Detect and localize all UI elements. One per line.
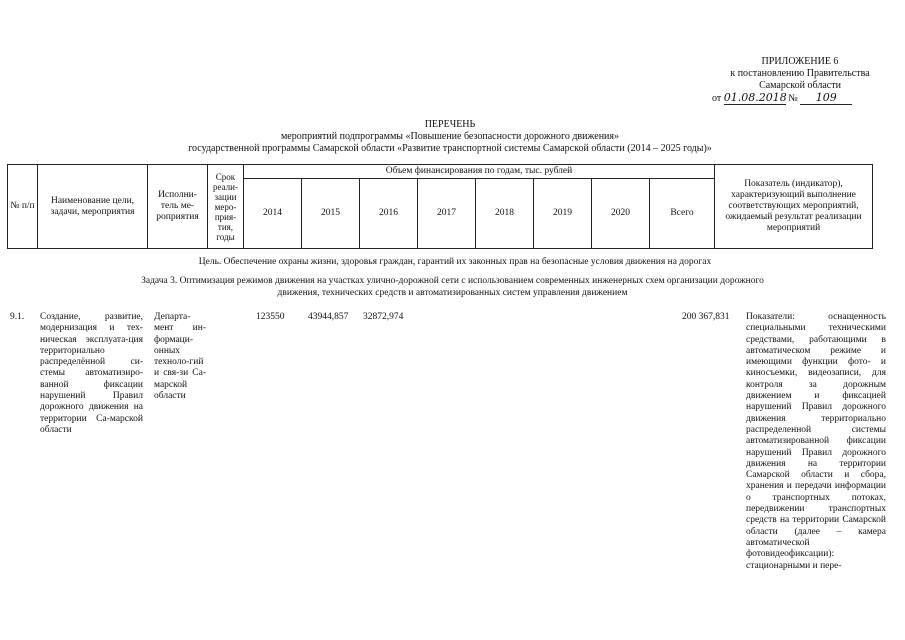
date-prefix: от <box>712 93 722 104</box>
financing-table-header <box>7 164 873 249</box>
header-year-2017: 2017 <box>418 179 476 249</box>
row-value-2014: 123550 <box>256 312 285 322</box>
number-value: 109 <box>800 92 852 105</box>
appendix-line-1: к постановлению Правительства <box>730 68 870 79</box>
document-subtitle-2: государственной программы Самарской области «Развитие транспортной системы Самарской области (2014 – 2025 годы)» <box>188 143 712 154</box>
header-year-2016: 2016 <box>360 179 418 249</box>
appendix-line-2: Самарской области <box>759 80 841 91</box>
header-term: Срок реали-зации меро-прия-тия, годы <box>208 165 244 249</box>
row-value-2016: 32872,974 <box>363 312 404 322</box>
row-number: 9.1. <box>10 312 25 322</box>
header-year-2019: 2019 <box>534 179 592 249</box>
row-executor: Департа-мент ин-формаци-онных техноло-гий и свя-зи Са-марской области <box>154 312 206 402</box>
header-name: Наименование цели, задачи, мероприятия <box>38 165 148 249</box>
task-text-line-1: Задача 3. Оптимизация режимов движения на участках улично-дорожной сети с использованием современных инженерных схем организации дорожного <box>141 276 764 286</box>
document-title: ПЕРЕЧЕНЬ <box>424 119 476 130</box>
header-year-2018: 2018 <box>476 179 534 249</box>
task-text-line-2: движения, технических средств и автоматизированных систем управления движением <box>277 288 628 298</box>
row-value-2015: 43944,857 <box>308 312 349 322</box>
header-year-2015: 2015 <box>302 179 360 249</box>
row-measure-name: Создание, развитие, модернизация и тех-ническая эксплуата-ция территориально распределённой си-стемы автоматизиро-ванной фиксации нарушений Правил дорожного движения на территории Са-марской области <box>40 312 143 435</box>
header-indicator: Показатель (индикатор), характеризующий выполнение соответствующих мероприятий, ожидаемый результат реализации мероприятий <box>715 165 873 249</box>
header-year-2020: 2020 <box>592 179 650 249</box>
header-num: № п/п <box>8 165 38 249</box>
header-financing: Объем финансирования по годам, тыс. рублей <box>244 165 715 179</box>
goal-text: Цель. Обеспечение охраны жизни, здоровья граждан, гарантий их законных прав на безопасные условия движения на дорогах <box>198 257 712 267</box>
header-year-2014: 2014 <box>244 179 302 249</box>
header-executor: Исполни-тель ме-роприятия <box>148 165 208 249</box>
row-total: 200 367,831 <box>682 312 730 322</box>
row-indicator: Показатели: оснащенность специальными техническими средствами, работающими в автоматическом режиме и имеющими функции фото- и киносъемки, видеозаписи, для контроля за дорожным движением и фиксацией нарушений Правил дорожного движения территориально распределенной системы автоматизированной фиксации нарушений Правил дорожного движения на территории Самарской области и сбора, хранения и передачи информации о транспортных потоках, передвижении транспортных средств на территории Самарской области (далее – камера автоматической фотовидеофиксации): стационарными и пере- <box>746 312 886 571</box>
number-prefix: № <box>788 93 798 104</box>
document-subtitle-1: мероприятий подпрограммы «Повышение безопасности дорожного движения» <box>280 131 620 142</box>
date-value: 01.08.2018 <box>723 91 787 104</box>
header-total: Всего <box>650 179 715 249</box>
appendix-date-line <box>712 92 902 105</box>
appendix-label: ПРИЛОЖЕНИЕ 6 <box>761 56 839 67</box>
